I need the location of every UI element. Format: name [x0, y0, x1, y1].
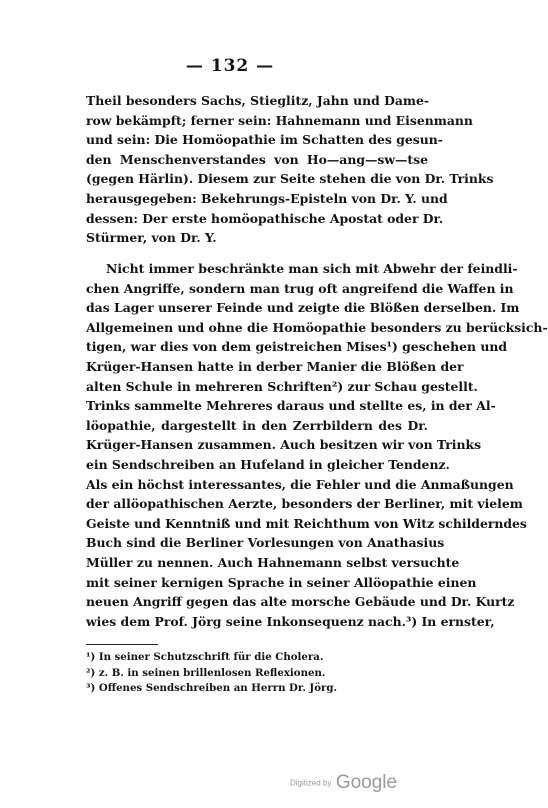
text-line: Buch sind die Berliner Vorlesungen von Anathasius: [86, 535, 445, 551]
text-line: dessen: Der erste homöopathische Apostat oder Dr.: [86, 210, 444, 226]
text-line: den Menschenverstandes von Ho—ang—sw—tse: [86, 151, 428, 167]
text-line: Stürmer, von Dr. Y.: [86, 230, 217, 246]
paragraph: [86, 259, 548, 631]
google-logo: Google: [335, 772, 398, 793]
paragraph-continued: [86, 91, 494, 248]
page-number: — 132 —: [185, 56, 275, 76]
watermark-prefix: Digitized by: [290, 778, 332, 788]
text-line: Krüger-Hansen hatte in derber Manier die Blößen der: [86, 358, 464, 374]
text-line: herausgegeben: Bekehrungs-Episteln von Dr. Y. und: [86, 190, 448, 206]
text-line: (gegen Härlin). Diesem zur Seite stehen die von Dr. Trinks: [86, 171, 494, 187]
footnote-rule: [86, 644, 158, 645]
footnote-1: ¹) In seiner Schutzschrift für die Cholera.: [86, 651, 324, 663]
text-line: Theil besonders Sachs, Stieglitz, Jahn und Dame-: [86, 93, 429, 108]
text-line: und sein: Die Homöopathie im Schatten des gesun-: [86, 132, 443, 148]
text-line: Trinks sammelte Mehreres daraus und stellte es, in der Al-: [86, 398, 496, 414]
text-line: wies dem Prof. Jörg seine Inkonsequenz nach.³) In ernster,: [86, 613, 495, 629]
text-line: alten Schule in mehreren Schriften²) zur Schau gestellt.: [86, 378, 478, 394]
text-line: Müller zu nennen. Auch Hahnemann selbst versuchte: [86, 554, 460, 570]
google-watermark: [290, 772, 397, 794]
text-line: Geiste und Kenntniß und mit Reichthum von Witz schilderndes: [86, 515, 527, 531]
text-line: Als ein höchst interessantes, die Fehler und die Anmaßungen: [86, 476, 514, 492]
footnotes: [86, 650, 428, 697]
footnote-2: ²) z. B. in seinen brillenlosen Reflexionen.: [86, 666, 326, 679]
text-line: der allöopathischen Aerzte, besonders der Berliner, mit vielem: [86, 496, 523, 512]
text-line: ein Sendschreiben an Hufeland in gleicher Tendenz.: [86, 456, 450, 472]
text-line: mit seiner kernigen Sprache in seiner Allöopathie einen: [86, 574, 477, 590]
text-line: row bekämpft; ferner sein: Hahnemann und Eisenmann: [86, 112, 473, 128]
text-line: neuen Angriff gegen das alte morsche Gebäude und Dr. Kurtz: [86, 594, 515, 610]
footnote-3: ³) Offenes Sendschreiben an Herrn Dr. Jörg.: [86, 682, 338, 694]
text-line: Krüger-Hansen zusammen. Auch besitzen wir von Trinks: [86, 437, 482, 453]
text-line: tigen, war dies von dem geistreichen Mises¹) geschehen und: [86, 339, 507, 355]
text-line: chen Angriffe, sondern man trug oft angreifend die Waffen in: [86, 280, 514, 296]
text-line: das Lager unserer Feinde und zeigte die Blößen derselben. Im: [86, 300, 520, 316]
text-line: Nicht immer beschränkte man sich mit Abwehr der feindli-: [106, 261, 518, 276]
text-line: Allgemeinen und ohne die Homöopathie besonders zu berücksich-: [86, 319, 548, 335]
text-line: löopathie, dargestellt in den Zerrbildern des Dr.: [86, 417, 428, 433]
